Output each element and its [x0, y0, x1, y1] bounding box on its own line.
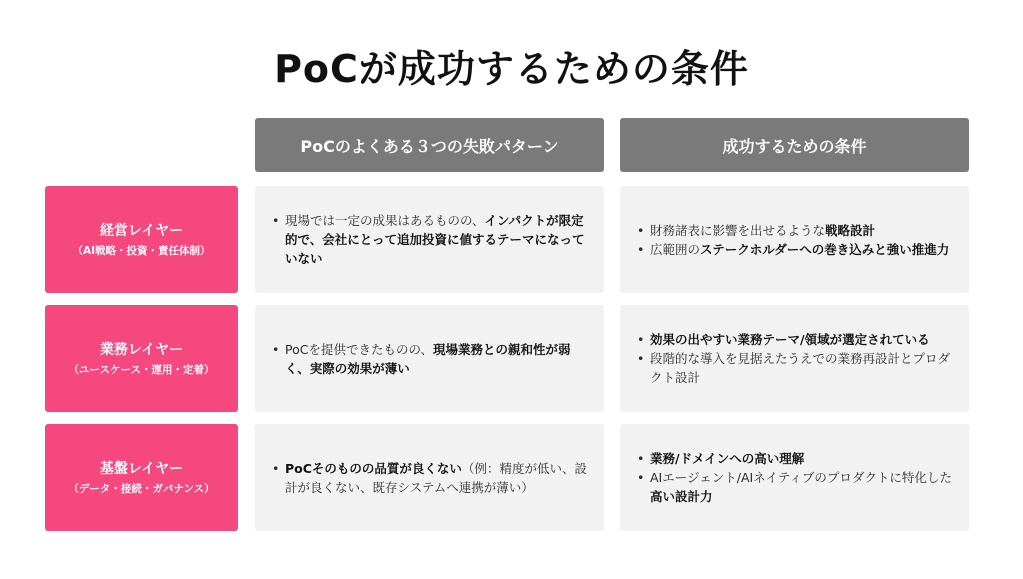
bullet-item [636, 349, 953, 387]
failure-list [271, 340, 588, 378]
bullet-text-bold: インパクトが限定的で、会社にとって追加投資に値するテーマになっていない [285, 213, 585, 266]
bullet-item [636, 240, 953, 259]
row-label-subtitle: （データ・接続・ガバナンス） [68, 482, 215, 495]
success-cell-infrastructure [620, 424, 969, 531]
bullet-item [636, 330, 953, 349]
failure-cell-business [255, 305, 604, 412]
bullet-text-bold: 戦略設計 [825, 222, 876, 238]
bullet-text: AIエージェント/AIネイティブのプロダクトに特化した [650, 470, 952, 485]
bullet-text-bold: PoCそのものの品質が良くない [285, 460, 462, 476]
page-title: PoCが成功するための条件 [274, 47, 749, 91]
bullet-item [271, 459, 588, 497]
success-list [636, 221, 953, 259]
success-list [636, 330, 953, 387]
failure-cell-management [255, 186, 604, 293]
bullet-item [636, 221, 953, 240]
bullet-text: 現場では一定の成果はあるものの、 [285, 213, 485, 228]
bullet-text: （例：精度が低い、設計が良くない、既存システムへ連携が薄い） [285, 460, 587, 495]
row-label-title: 業務レイヤー [99, 341, 184, 358]
bullet-text: 財務諸表に影響を出せるような [650, 222, 826, 238]
bullet-item [271, 211, 588, 268]
success-list [636, 449, 953, 506]
bullet-text-bold: ステークホルダーへの巻き込みと強い推進力 [700, 241, 950, 257]
bullet-item [636, 468, 953, 506]
row-label-subtitle: （AI戦略・投資・責任体制） [72, 244, 211, 257]
column-header-failure-patterns: PoCのよくある３つの失敗パターン [255, 118, 604, 172]
row-label-management-layer [45, 186, 238, 293]
failure-cell-infrastructure [255, 424, 604, 531]
bullet-text-bold: 高い設計力 [650, 489, 713, 504]
row-label-infrastructure-layer [45, 424, 238, 531]
failure-list [271, 459, 588, 497]
bullet-text-bold: 業務/ドメインへの高い理解 [650, 451, 805, 466]
row-label-title: 経営レイヤー [99, 222, 184, 239]
failure-list [271, 211, 588, 268]
row-label-business-layer [45, 305, 238, 412]
bullet-text-bold: 効果の出やすい業務テーマ/領域が選定されている [650, 332, 930, 347]
bullet-text: PoCを提供できたものの、 [285, 341, 433, 357]
bullet-text: 段階的な導入を見据えたうえでの業務再設計とプロダクト設計 [650, 351, 951, 385]
success-cell-business [620, 305, 969, 412]
column-header-success-conditions: 成功するための条件 [620, 118, 969, 172]
bullet-item [636, 449, 953, 468]
success-cell-management [620, 186, 969, 293]
bullet-text-bold: 現場業務との親和性が弱く、実際の効果が薄い [285, 341, 571, 376]
bullet-item [271, 340, 588, 378]
row-label-subtitle: （ユースケース・運用・定着） [68, 363, 215, 376]
bullet-text: 広範囲の [650, 241, 701, 257]
row-label-title: 基盤レイヤー [99, 460, 184, 477]
